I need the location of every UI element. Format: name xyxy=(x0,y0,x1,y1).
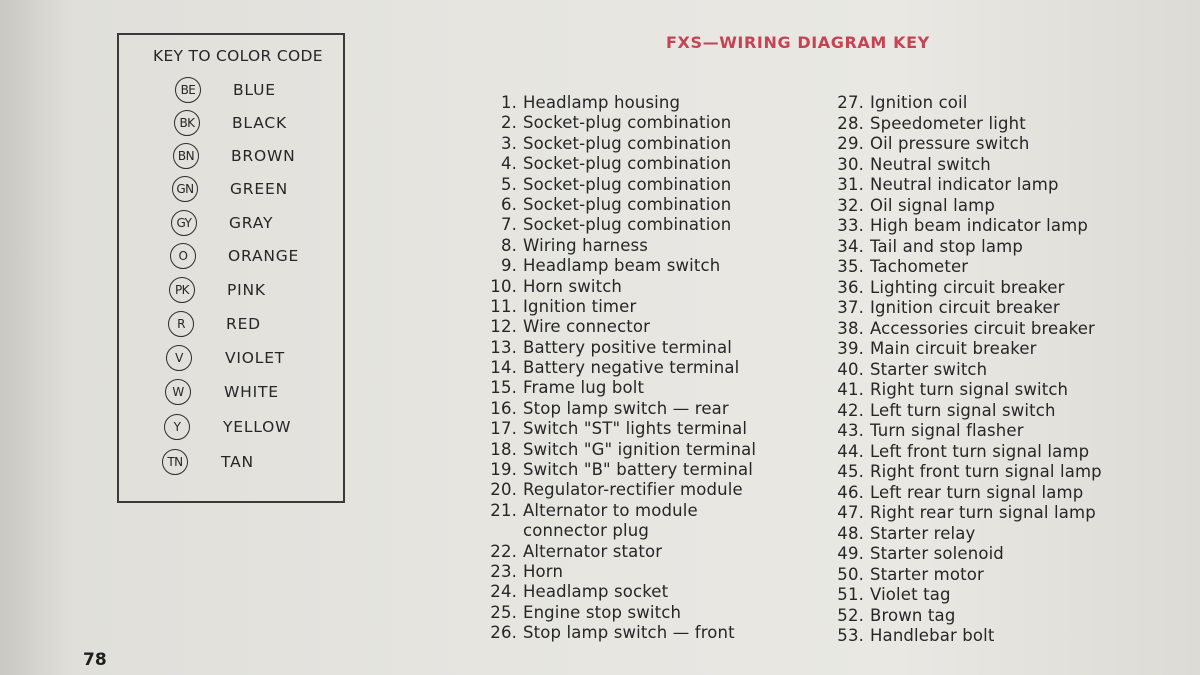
legend-item-text: Right turn signal switch xyxy=(870,380,1069,399)
legend-item-number: 48. xyxy=(837,523,864,543)
legend-item-text: Horn switch xyxy=(523,276,623,296)
color-key-item xyxy=(119,141,339,171)
color-name: GREEN xyxy=(230,180,288,198)
legend-item xyxy=(490,337,756,358)
color-key-item xyxy=(119,343,339,373)
color-code-circle: PK xyxy=(169,277,195,303)
legend-item-number: 28. xyxy=(837,113,864,133)
legend-item-number: 44. xyxy=(837,441,864,461)
legend-item-text: Right front turn signal lamp xyxy=(870,462,1102,481)
legend-item-number: 39. xyxy=(837,339,864,358)
legend-item xyxy=(837,462,1102,483)
legend-item xyxy=(490,358,756,378)
legend-item-number: 37. xyxy=(837,298,864,317)
legend-item xyxy=(500,194,756,215)
legend-item-text: Starter switch xyxy=(870,359,988,379)
color-key-item xyxy=(119,241,339,271)
legend-item xyxy=(837,359,1102,381)
legend-item xyxy=(837,277,1102,299)
legend-item-number: 40. xyxy=(837,359,864,379)
legend-item-number: 14. xyxy=(490,358,517,378)
legend-item-text: Headlamp beam switch xyxy=(523,256,721,276)
legend-item-text: Accessories circuit breaker xyxy=(870,318,1095,338)
legend-item-number: 4. xyxy=(500,154,517,174)
legend-item-text: Oil signal lamp xyxy=(870,195,995,215)
legend-item-number: 34. xyxy=(837,236,864,256)
legend-item xyxy=(490,460,756,480)
legend-item-number: 47. xyxy=(837,503,864,522)
legend-item-number: 8. xyxy=(500,235,517,255)
legend-item-number: 36. xyxy=(837,277,864,297)
legend-item-number: 18. xyxy=(490,439,517,459)
legend-list-right xyxy=(837,93,1102,647)
legend-item-text: Left rear turn signal lamp xyxy=(870,482,1084,502)
legend-item-number: 21. xyxy=(490,500,517,520)
legend-item xyxy=(490,582,756,602)
legend-item-text: Switch "G" ignition terminal xyxy=(523,439,757,459)
legend-item-number: 2. xyxy=(500,113,517,133)
color-name: PINK xyxy=(227,281,266,299)
color-code-circle: BE xyxy=(175,77,201,103)
legend-item-number: 31. xyxy=(837,175,864,194)
legend-item xyxy=(837,236,1102,258)
legend-item-number: 17. xyxy=(490,419,517,439)
legend-item-number: 23. xyxy=(490,562,517,581)
page-number: 78 xyxy=(83,650,107,670)
legend-item xyxy=(837,503,1102,524)
legend-item-text: Wire connector xyxy=(523,317,651,337)
legend-item-number: 9. xyxy=(500,256,517,276)
color-key-item xyxy=(119,275,339,305)
legend-item-text: Neutral switch xyxy=(870,154,991,174)
legend-item xyxy=(837,257,1102,278)
legend-item xyxy=(490,623,756,643)
legend-item-text: Battery positive terminal xyxy=(523,337,732,357)
legend-item-text: Turn signal flasher xyxy=(870,421,1024,440)
legend-item xyxy=(490,602,756,623)
legend-item-number: 1. xyxy=(500,93,517,112)
color-key-item xyxy=(119,108,339,138)
legend-item-text: Ignition timer xyxy=(523,296,637,316)
legend-item-number: 38. xyxy=(837,318,864,338)
color-key-item xyxy=(119,412,339,442)
legend-item-number: 6. xyxy=(500,194,517,214)
legend-item-text: Alternator stator xyxy=(523,541,663,561)
color-key-item xyxy=(119,75,339,105)
legend-item xyxy=(837,482,1102,504)
legend-item xyxy=(500,235,756,256)
legend-item xyxy=(837,339,1102,360)
legend-item xyxy=(490,276,756,297)
legend-item xyxy=(837,441,1102,463)
legend-item xyxy=(500,256,756,276)
color-name: VIOLET xyxy=(225,349,286,367)
color-code-circle: BK xyxy=(174,110,200,136)
color-name: YELLOW xyxy=(223,418,292,436)
legend-item xyxy=(490,317,756,337)
legend-item-number: 10. xyxy=(490,276,517,296)
legend-item-number: 3. xyxy=(500,133,517,153)
legend-item-text: Headlamp housing xyxy=(523,93,681,112)
color-name: BROWN xyxy=(231,147,296,165)
legend-item-text: Socket-plug combination xyxy=(523,194,732,214)
legend-item-text: Violet tag xyxy=(870,585,951,604)
legend-item-number: 27. xyxy=(837,93,864,112)
legend-item-number: 13. xyxy=(490,337,517,357)
legend-item-text: Brown tag xyxy=(870,605,956,625)
legend-item-number: 16. xyxy=(490,398,517,418)
legend-item xyxy=(837,216,1102,237)
color-name: ORANGE xyxy=(228,247,300,265)
legend-item-text: Battery negative terminal xyxy=(523,358,740,378)
legend-item-text: Left turn signal switch xyxy=(870,400,1056,420)
legend-item xyxy=(837,523,1102,545)
legend-item xyxy=(837,400,1102,422)
page-heading: FXS—WIRING DIAGRAM KEY xyxy=(666,33,930,52)
legend-item-number: 15. xyxy=(490,378,517,398)
legend-item xyxy=(490,562,756,582)
color-key-item xyxy=(119,174,339,204)
color-code-circle: Y xyxy=(164,414,190,440)
color-key-title: KEY TO COLOR CODE xyxy=(153,47,323,65)
legend-item-continuation: connector plug xyxy=(523,521,649,541)
legend-item-text: Left front turn signal lamp xyxy=(870,441,1090,461)
legend-item-number: 33. xyxy=(837,216,864,235)
color-code-circle: O xyxy=(170,243,196,269)
legend-item xyxy=(837,605,1102,627)
legend-item-text: Ignition coil xyxy=(870,93,968,112)
legend-item xyxy=(837,585,1102,606)
legend-item-number: 24. xyxy=(490,582,517,602)
legend-item-text: Wiring harness xyxy=(523,235,649,255)
legend-item xyxy=(837,298,1102,319)
color-key-item xyxy=(119,309,339,339)
legend-item-text: Switch "B" battery terminal xyxy=(523,460,753,480)
legend-item-text: Handlebar bolt xyxy=(870,626,995,645)
legend-item-number: 12. xyxy=(490,317,517,337)
legend-item-text: Right rear turn signal lamp xyxy=(870,503,1096,522)
color-name: WHITE xyxy=(224,383,279,401)
legend-item xyxy=(837,113,1102,135)
legend-item-number: 5. xyxy=(500,174,517,194)
legend-item-text: Socket-plug combination xyxy=(523,215,732,235)
legend-item-text: Socket-plug combination xyxy=(523,174,732,194)
legend-item xyxy=(837,380,1102,401)
color-code-circle: R xyxy=(168,311,194,337)
legend-item-number: 45. xyxy=(837,462,864,481)
legend-item-number: 35. xyxy=(837,257,864,276)
legend-item-number: 11. xyxy=(490,296,517,316)
legend-item xyxy=(837,318,1102,340)
legend-item xyxy=(500,113,756,133)
legend-item-text: Switch "ST" lights terminal xyxy=(523,419,748,439)
legend-item-number: 50. xyxy=(837,564,864,584)
legend-item xyxy=(490,296,756,317)
legend-item-text: Starter relay xyxy=(870,523,976,543)
legend-item xyxy=(500,154,756,174)
legend-item-number: 42. xyxy=(837,400,864,420)
legend-item xyxy=(837,154,1102,176)
legend-item xyxy=(490,419,756,439)
color-code-key-box xyxy=(117,33,345,503)
legend-item-text: Alternator to module xyxy=(523,500,698,520)
color-name: TAN xyxy=(221,453,254,471)
legend-item-number: 53. xyxy=(837,626,864,645)
legend-item-text: Headlamp socket xyxy=(523,582,669,602)
color-code-circle: GY xyxy=(171,210,197,236)
color-code-circle: V xyxy=(166,345,192,371)
legend-item xyxy=(837,626,1102,647)
color-name: RED xyxy=(226,315,261,333)
color-code-circle: GN xyxy=(172,176,198,202)
legend-item xyxy=(490,500,756,542)
legend-item-number: 29. xyxy=(837,134,864,153)
legend-item-text: Frame lug bolt xyxy=(523,378,645,398)
legend-item-text: Starter solenoid xyxy=(870,544,1004,563)
color-name: GRAY xyxy=(229,214,274,232)
legend-item-number: 52. xyxy=(837,605,864,625)
color-code-circle: TN xyxy=(162,449,188,475)
legend-item-text: Oil pressure switch xyxy=(870,134,1030,153)
legend-item-text: Stop lamp switch — rear xyxy=(523,398,729,418)
legend-item-text: Stop lamp switch — front xyxy=(523,623,735,643)
legend-item-number: 19. xyxy=(490,460,517,480)
legend-item-number: 22. xyxy=(490,541,517,561)
legend-item-text: Neutral indicator lamp xyxy=(870,175,1059,194)
legend-item xyxy=(837,134,1102,155)
legend-item-number: 7. xyxy=(500,215,517,235)
color-name: BLUE xyxy=(233,81,276,99)
legend-item xyxy=(837,544,1102,565)
legend-item xyxy=(490,480,756,500)
legend-item-text: Tachometer xyxy=(870,257,969,276)
legend-item xyxy=(490,378,756,398)
legend-item-text: Ignition circuit breaker xyxy=(870,298,1060,317)
color-code-circle: BN xyxy=(173,143,199,169)
legend-item-number: 46. xyxy=(837,482,864,502)
legend-item xyxy=(500,93,756,113)
legend-item xyxy=(837,175,1102,196)
legend-item-number: 41. xyxy=(837,380,864,399)
color-key-item xyxy=(119,377,339,407)
legend-list-left xyxy=(490,93,757,644)
legend-item-text: High beam indicator lamp xyxy=(870,216,1088,235)
legend-item xyxy=(500,174,756,195)
legend-item xyxy=(490,398,756,419)
legend-item-number: 51. xyxy=(837,585,864,604)
legend-item-text: Horn xyxy=(523,562,564,581)
legend-item-text: Socket-plug combination xyxy=(523,113,732,133)
legend-item-number: 49. xyxy=(837,544,864,563)
color-key-item xyxy=(119,208,339,238)
legend-item-number: 26. xyxy=(490,623,517,643)
legend-item xyxy=(490,541,756,562)
legend-item-number: 25. xyxy=(490,602,517,622)
legend-item-text: Regulator-rectifier module xyxy=(523,480,743,500)
legend-item-number: 30. xyxy=(837,154,864,174)
legend-item xyxy=(837,93,1102,114)
legend-item xyxy=(500,215,756,235)
legend-item xyxy=(837,195,1102,217)
legend-item-text: Starter motor xyxy=(870,564,984,584)
legend-item-text: Main circuit breaker xyxy=(870,339,1037,358)
legend-item-number: 43. xyxy=(837,421,864,440)
legend-item xyxy=(490,439,757,460)
color-name: BLACK xyxy=(232,114,287,132)
legend-item-text: Engine stop switch xyxy=(523,602,682,622)
legend-item-text: Tail and stop lamp xyxy=(870,236,1023,256)
color-key-item xyxy=(119,447,339,477)
legend-item-text: Lighting circuit breaker xyxy=(870,277,1065,297)
color-code-circle: W xyxy=(165,379,191,405)
legend-item-text: Socket-plug combination xyxy=(523,133,732,153)
legend-item xyxy=(500,133,756,154)
legend-item xyxy=(837,421,1102,442)
legend-item-number: 32. xyxy=(837,195,864,215)
legend-item-text: Speedometer light xyxy=(870,113,1026,133)
legend-item-text: Socket-plug combination xyxy=(523,154,732,174)
legend-item xyxy=(837,564,1102,586)
legend-item-number: 20. xyxy=(490,480,517,500)
